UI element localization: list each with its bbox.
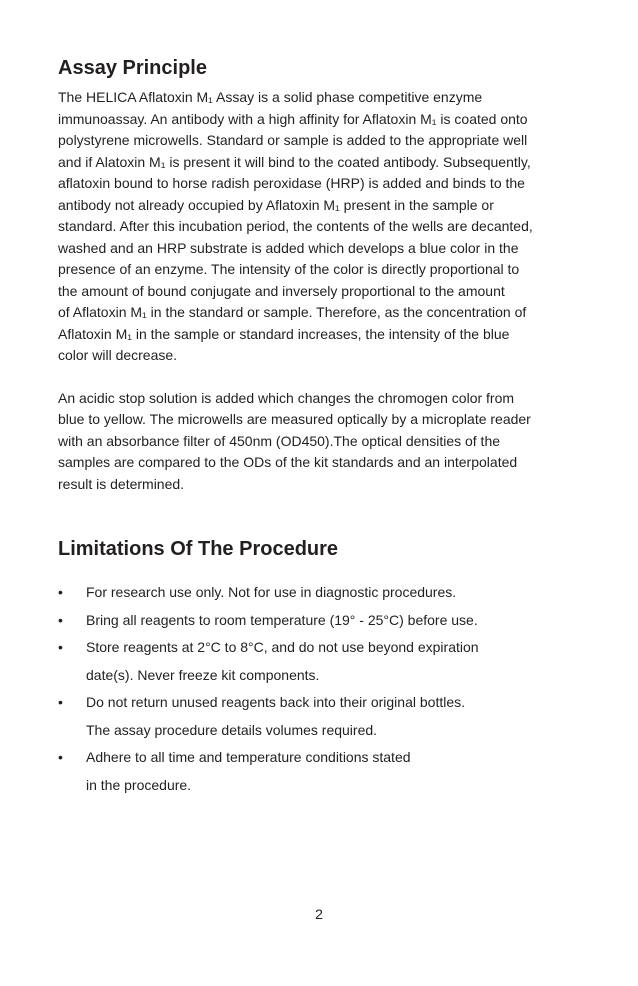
- assay-principle-paragraph-2: [58, 388, 588, 496]
- assay-principle-heading: Assay Principle: [58, 57, 207, 79]
- text-line: color will decrease.: [58, 347, 178, 363]
- limitations-heading: Limitations Of The Procedure: [58, 538, 339, 560]
- page-number: 2: [315, 906, 323, 922]
- text-line: blue to yellow. The microwells are measured optically by a microplate reader: [58, 411, 531, 427]
- text-line: of Aflatoxin M₁ in the standard or sample. Therefore, as the concentration of: [58, 304, 527, 320]
- text-line: presence of an enzyme. The intensity of the color is directly proportional to: [58, 261, 520, 277]
- text-line: samples are compared to the ODs of the kit standards and an interpolated: [58, 454, 518, 470]
- text-line: immunoassay. An antibody with a high affinity for Aflatoxin M₁ is coated onto: [58, 110, 528, 127]
- list-item-text: Adhere to all time and temperature conditions stated: [86, 749, 411, 765]
- list-item: [58, 689, 588, 744]
- text-line: the amount of bound conjugate and inversely proportional to the amount: [58, 282, 505, 299]
- list-item-text: For research use only. Not for use in diagnostic procedures.: [86, 584, 457, 600]
- text-line: washed and an HRP substrate is added which develops a blue color in the: [58, 239, 519, 256]
- list-item-text: in the procedure.: [86, 776, 192, 793]
- page-content: [58, 52, 588, 799]
- assay-principle-paragraph-1: [58, 87, 588, 367]
- list-item-text: Store reagents at 2°C to 8°C, and do not use beyond expiration: [86, 639, 479, 655]
- text-line: with an absorbance filter of 450nm (OD450).The optical densities of the: [58, 432, 501, 449]
- limitations-list: [58, 579, 588, 799]
- bullet-icon: •: [58, 639, 63, 655]
- bullet-icon: •: [58, 611, 63, 628]
- list-item: [58, 579, 588, 607]
- bullet-icon: •: [58, 584, 63, 600]
- text-line: result is determined.: [58, 475, 185, 492]
- list-item: [58, 634, 588, 689]
- text-line: aflatoxin bound to horse radish peroxidase (HRP) is added and binds to the: [58, 175, 525, 191]
- text-line: Aflatoxin M₁ in the sample or standard increases, the intensity of the blue: [58, 325, 510, 342]
- bullet-icon: •: [58, 694, 63, 710]
- list-item-text: Do not return unused reagents back into their original bottles.: [86, 694, 466, 710]
- list-item: [58, 744, 588, 799]
- text-line: polystyrene microwells. Standard or sample is added to the appropriate well: [58, 132, 528, 148]
- list-item-text: Bring all reagents to room temperature (19° - 25°C) before use.: [86, 611, 478, 628]
- text-line: An acidic stop solution is added which changes the chromogen color from: [58, 389, 515, 406]
- bullet-icon: •: [58, 749, 63, 765]
- list-item-text: date(s). Never freeze kit components.: [86, 666, 320, 683]
- text-line: and if Alatoxin M₁ is present it will bind to the coated antibody. Subsequently,: [58, 153, 531, 170]
- text-line: The HELICA Aflatoxin M₁ Assay is a solid phase competitive enzyme: [58, 89, 483, 105]
- list-item: [58, 607, 588, 635]
- text-line: antibody not already occupied by Aflatoxin M₁ present in the sample or: [58, 196, 494, 213]
- text-line: standard. After this incubation period, the contents of the wells are decanted,: [58, 218, 533, 234]
- list-item-text: The assay procedure details volumes required.: [86, 721, 378, 738]
